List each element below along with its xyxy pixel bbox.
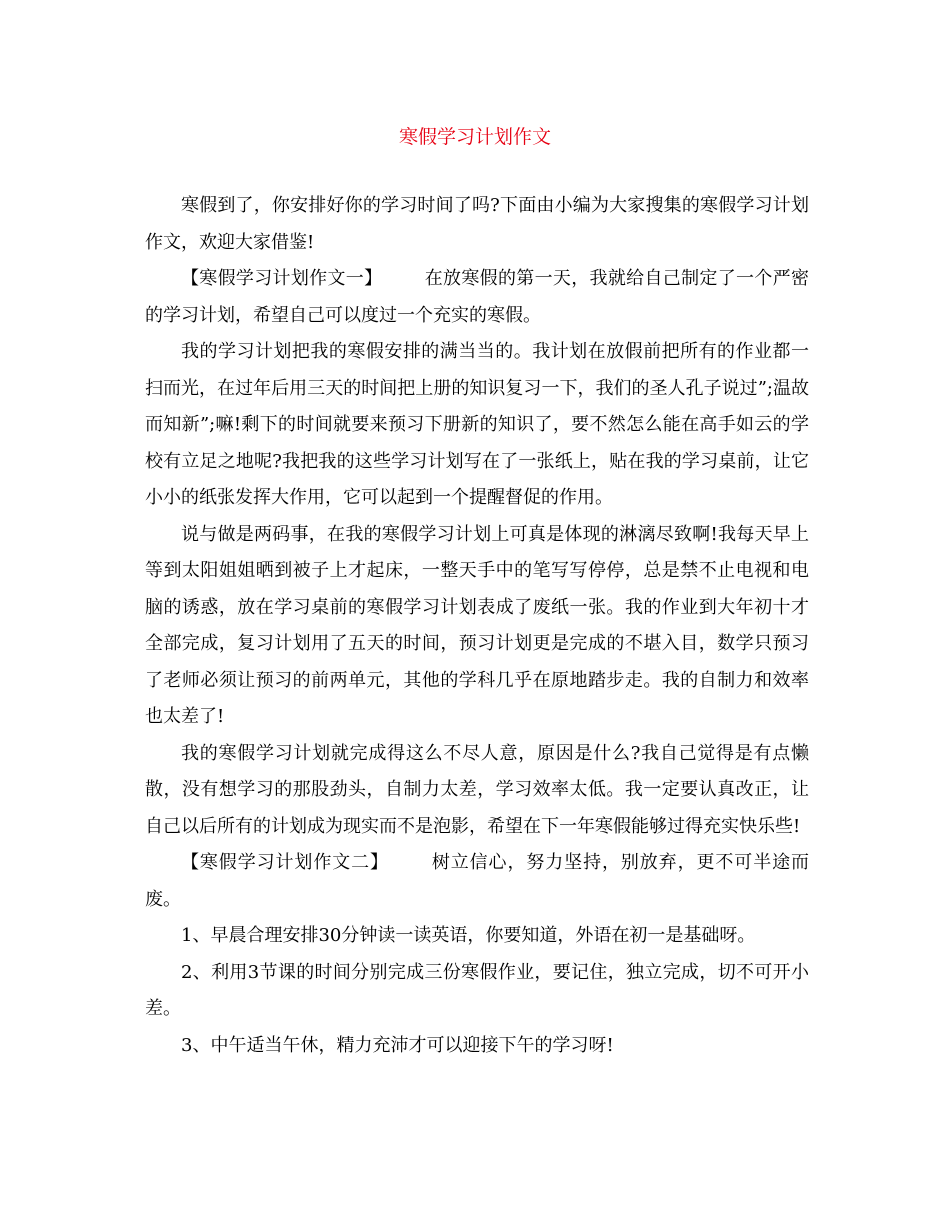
document-body — [145, 188, 809, 1064]
section-heading: 【寒假学习计划作文一】 — [181, 268, 383, 289]
paragraph-text: 寒假到了，你安排好你的学习时间了吗?下面由小编为大家搜集的寒假学习计划作文，欢迎大家借鉴! — [145, 195, 809, 253]
list-item — [145, 1028, 809, 1065]
paragraph-text: 2、利用3节课的时间分别完成三份寒假作业，要记住，独立完成，切不可开小差。 — [145, 961, 809, 1019]
body-paragraph — [145, 334, 809, 517]
section-heading: 【寒假学习计划作文二】 — [181, 852, 389, 873]
paragraph-text: 说与做是两码事，在我的寒假学习计划上可真是体现的淋漓尽致啊!我每天早上等到太阳姐姐晒到被子上才起床，一整天手中的笔写写停停，总是禁不止电视和电脑的诱惑，放在学习桌前的寒假学习计划表成了废纸一张。我的作业到大年初十才全部完成，复习计划用了五天的时间，预习计划更是完成的不堪入目，数学只预习了老师必须让预习的前两单元，其他的学科几乎在原地踏步走。我的自制力和效率也太差了! — [145, 523, 809, 727]
paragraph-text: 我的学习计划把我的寒假安排的满当当的。我计划在放假前把所有的作业都一扫而光，在过年后用三天的时间把上册的知识复习一下，我们的圣人孔子说过”;温故而知新”;嘛!剩下的时间就要来预习下册新的知识了，要不然怎么能在高手如云的学校有立足之地呢?我把我的这些学习计划写在了一张纸上，贴在我的学习桌前，让它小小的纸张发挥大作用，它可以起到一个提醒督促的作用。 — [145, 341, 809, 508]
list-item — [145, 918, 809, 955]
body-paragraph — [145, 736, 809, 846]
list-item — [145, 955, 809, 1028]
intro-paragraph — [145, 188, 809, 261]
document-title: 寒假学习计划作文 — [398, 126, 551, 148]
paragraph-text: 在放寒假的第一天，我就给自己制定了一个严密的学习计划，希望自己可以度过一个充实的寒假。 — [145, 268, 809, 326]
paragraph-text: 3、中午适当午休，精力充沛才可以迎接下午的学习呀! — [181, 1034, 614, 1056]
paragraph-text: 1、早晨合理安排30分钟读一读英语，你要知道，外语在初一是基础呀。 — [181, 925, 756, 946]
paragraph-text: 树立信心，努力坚持，别放弃，更不可半途而废。 — [145, 852, 809, 910]
body-paragraph — [145, 517, 809, 736]
section-one-intro-paragraph — [145, 261, 809, 334]
paragraph-text: 我的寒假学习计划就完成得这么不尽人意，原因是什么?我自己觉得是有点懒散，没有想学习的那股劲头，自制力太差，学习效率太低。我一定要认真改正，让自己以后所有的计划成为现实而不是泡影，希望在下一年寒假能够过得充实快乐些! — [145, 742, 809, 837]
section-two-intro-paragraph — [145, 845, 809, 918]
